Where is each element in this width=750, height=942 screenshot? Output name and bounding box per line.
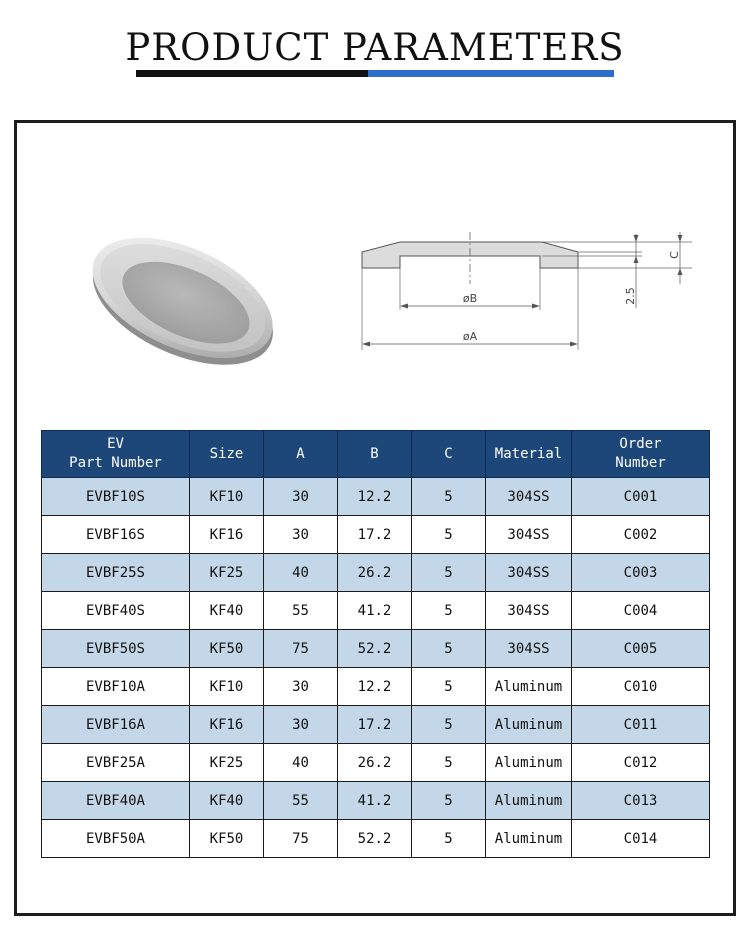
label-c: C <box>668 251 681 259</box>
dim-a-arrow-right <box>570 342 578 347</box>
cell-part-number: EVBF25A <box>42 744 190 782</box>
header-b: B <box>338 431 412 478</box>
cell-material: Aluminum <box>486 744 572 782</box>
cell-size: KF10 <box>190 668 264 706</box>
cell-a: 40 <box>264 554 338 592</box>
header-a: A <box>264 431 338 478</box>
cell-b: 52.2 <box>338 630 412 668</box>
cell-order-number: C002 <box>572 516 710 554</box>
cell-b: 12.2 <box>338 668 412 706</box>
header-part-number-line2: Part Number <box>69 455 162 471</box>
cell-a: 30 <box>264 516 338 554</box>
cell-part-number: EVBF50A <box>42 820 190 858</box>
header-part-number-line1: EV <box>107 436 124 452</box>
cell-order-number: C005 <box>572 630 710 668</box>
title-block <box>0 24 750 72</box>
table-header-row <box>42 431 710 478</box>
cell-material: 304SS <box>486 516 572 554</box>
dim-c-arrow-top <box>678 235 683 242</box>
dim-thickness-arrow-top <box>634 235 639 242</box>
label-a: øA <box>462 330 478 343</box>
cell-size: KF50 <box>190 820 264 858</box>
cell-material: 304SS <box>486 630 572 668</box>
table-row <box>42 554 710 592</box>
table-row <box>42 706 710 744</box>
header-c: C <box>412 431 486 478</box>
cross-section-drawing <box>352 224 698 354</box>
cell-part-number: EVBF40S <box>42 592 190 630</box>
cell-material: Aluminum <box>486 706 572 744</box>
cell-order-number: C012 <box>572 744 710 782</box>
table-row <box>42 668 710 706</box>
cell-a: 30 <box>264 478 338 516</box>
cell-size: KF25 <box>190 744 264 782</box>
cell-part-number: EVBF25S <box>42 554 190 592</box>
flange-disc <box>76 222 290 372</box>
cell-order-number: C010 <box>572 668 710 706</box>
cell-size: KF40 <box>190 782 264 820</box>
table-row <box>42 782 710 820</box>
label-b: øB <box>462 292 478 305</box>
cell-size: KF16 <box>190 706 264 744</box>
cell-a: 75 <box>264 820 338 858</box>
cell-c: 5 <box>412 668 486 706</box>
cell-size: KF10 <box>190 478 264 516</box>
table-row <box>42 516 710 554</box>
cell-part-number: EVBF40A <box>42 782 190 820</box>
cell-c: 5 <box>412 782 486 820</box>
underline-black-segment <box>136 70 368 77</box>
table-row <box>42 744 710 782</box>
cell-part-number: EVBF50S <box>42 630 190 668</box>
page-title: PRODUCT PARAMETERS <box>125 26 625 69</box>
dim-a-arrow-left <box>362 342 370 347</box>
cell-a: 30 <box>264 668 338 706</box>
cell-c: 5 <box>412 478 486 516</box>
cell-c: 5 <box>412 516 486 554</box>
cell-part-number: EVBF10A <box>42 668 190 706</box>
cell-order-number: C001 <box>572 478 710 516</box>
parameters-table <box>41 430 710 858</box>
cell-part-number: EVBF10S <box>42 478 190 516</box>
table-row <box>42 820 710 858</box>
cell-c: 5 <box>412 630 486 668</box>
cell-material: 304SS <box>486 478 572 516</box>
cell-order-number: C003 <box>572 554 710 592</box>
cell-order-number: C004 <box>572 592 710 630</box>
table-row <box>42 592 710 630</box>
cell-b: 26.2 <box>338 554 412 592</box>
cell-material: Aluminum <box>486 820 572 858</box>
cell-size: KF50 <box>190 630 264 668</box>
table-row <box>42 478 710 516</box>
cell-a: 30 <box>264 706 338 744</box>
cell-a: 40 <box>264 744 338 782</box>
cell-order-number: C014 <box>572 820 710 858</box>
cell-c: 5 <box>412 706 486 744</box>
dim-b-arrow-left <box>400 304 408 309</box>
cell-b: 26.2 <box>338 744 412 782</box>
cell-size: KF40 <box>190 592 264 630</box>
blank-flange-image <box>76 222 290 372</box>
cell-b: 12.2 <box>338 478 412 516</box>
cell-c: 5 <box>412 592 486 630</box>
cell-b: 52.2 <box>338 820 412 858</box>
cell-b: 17.2 <box>338 516 412 554</box>
cell-b: 17.2 <box>338 706 412 744</box>
table-row <box>42 630 710 668</box>
dim-thickness-arrow-bottom <box>634 256 639 263</box>
cell-material: Aluminum <box>486 668 572 706</box>
cell-order-number: C011 <box>572 706 710 744</box>
cell-order-number: C013 <box>572 782 710 820</box>
title-underline <box>136 70 614 77</box>
cell-size: KF25 <box>190 554 264 592</box>
cell-material: 304SS <box>486 554 572 592</box>
cell-c: 5 <box>412 744 486 782</box>
cell-part-number: EVBF16A <box>42 706 190 744</box>
cell-b: 41.2 <box>338 782 412 820</box>
header-order-line1: Order <box>619 436 662 452</box>
cell-a: 55 <box>264 782 338 820</box>
cell-part-number: EVBF16S <box>42 516 190 554</box>
cell-material: Aluminum <box>486 782 572 820</box>
cell-a: 75 <box>264 630 338 668</box>
cell-size: KF16 <box>190 516 264 554</box>
header-order-line2: Number <box>615 455 666 471</box>
cell-a: 55 <box>264 592 338 630</box>
cell-b: 41.2 <box>338 592 412 630</box>
cell-c: 5 <box>412 820 486 858</box>
header-size: Size <box>190 431 264 478</box>
header-material: Material <box>486 431 572 478</box>
header-order-number <box>572 431 710 478</box>
cell-c: 5 <box>412 554 486 592</box>
header-part-number <box>42 431 190 478</box>
dim-b-arrow-right <box>532 304 540 309</box>
underline-blue-segment <box>368 70 614 77</box>
cell-material: 304SS <box>486 592 572 630</box>
dim-c-arrow-bottom <box>678 268 683 275</box>
label-thickness: 2.5 <box>624 287 637 305</box>
